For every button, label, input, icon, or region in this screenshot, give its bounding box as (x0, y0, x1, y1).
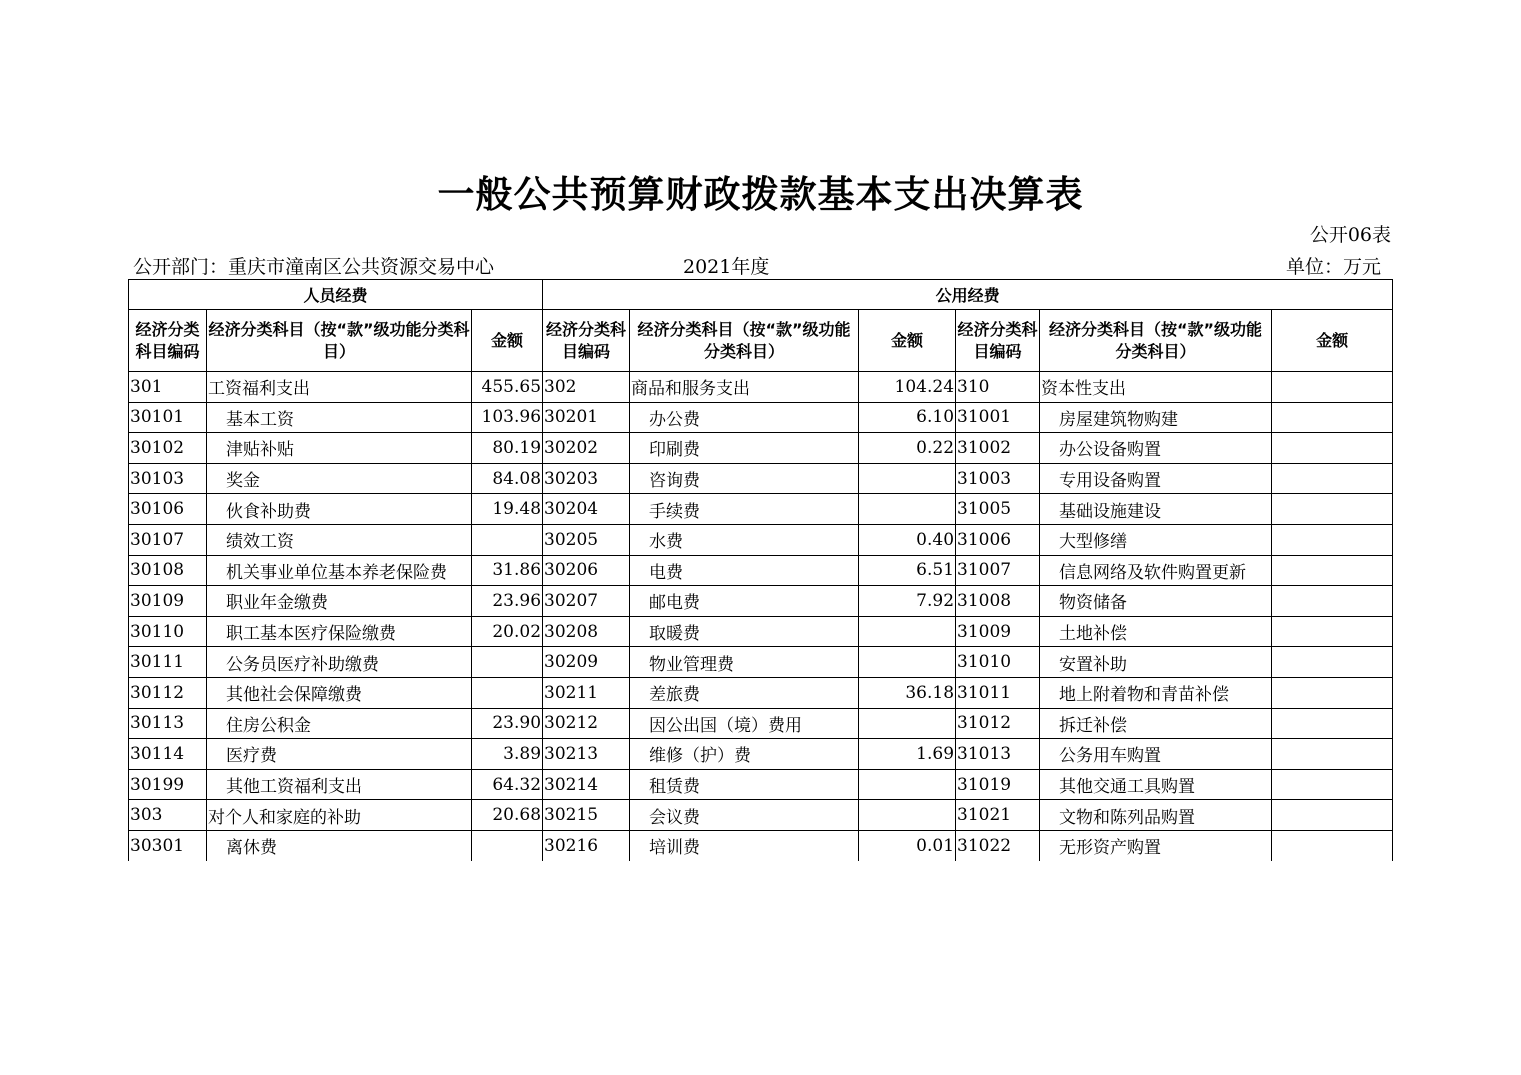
cell-code: 30211 (543, 677, 630, 708)
cell-name-text: 公务员医疗补助缴费 (226, 654, 379, 675)
cell-name (207, 800, 472, 831)
cell-code: 31005 (956, 494, 1040, 525)
table-row (129, 647, 1393, 678)
cell-amount (1272, 555, 1393, 586)
table-row (129, 830, 1393, 860)
cell-code: 30201 (543, 402, 630, 433)
cell-code: 30113 (129, 708, 207, 739)
cell-code: 30103 (129, 463, 207, 494)
cell-code: 30199 (129, 769, 207, 800)
cell-code: 303 (129, 800, 207, 831)
cell-amount: 0.01 (859, 830, 956, 860)
cell-code: 301 (129, 372, 207, 403)
cell-code: 30206 (543, 555, 630, 586)
cell-name (207, 616, 472, 647)
cell-name (630, 372, 859, 403)
cell-code: 30209 (543, 647, 630, 678)
cell-amount (1272, 372, 1393, 403)
cell-code: 31009 (956, 616, 1040, 647)
cell-name-text: 水费 (649, 532, 684, 553)
cell-name (207, 524, 472, 555)
cell-name-text: 机关事业单位基本养老保险费 (226, 562, 447, 583)
cell-amount (1272, 739, 1393, 770)
cell-code: 30108 (129, 555, 207, 586)
cell-name (1040, 433, 1272, 464)
cell-code: 30102 (129, 433, 207, 464)
cell-name (207, 402, 472, 433)
cell-amount: 104.24 (859, 372, 956, 403)
cell-name (207, 647, 472, 678)
cell-name (207, 463, 472, 494)
cell-amount: 0.22 (859, 433, 956, 464)
cell-amount (1272, 830, 1393, 860)
cell-name (1040, 586, 1272, 617)
cell-name (207, 494, 472, 525)
cell-name-text: 基础设施建设 (1059, 501, 1162, 522)
cell-code: 31006 (956, 524, 1040, 555)
cell-code: 31007 (956, 555, 1040, 586)
cell-name (630, 769, 859, 800)
cell-name (630, 616, 859, 647)
cell-amount (859, 769, 956, 800)
department-label: 公开部门：重庆市潼南区公共资源交易中心 (133, 256, 495, 278)
cell-amount (859, 708, 956, 739)
cell-name (207, 739, 472, 770)
cell-amount: 6.51 (859, 555, 956, 586)
cell-code: 30202 (543, 433, 630, 464)
cell-name (207, 586, 472, 617)
cell-amount (859, 494, 956, 525)
cell-name-text: 其他社会保障缴费 (226, 685, 362, 706)
table-row (129, 433, 1393, 464)
header-amount: 金额 (472, 310, 543, 372)
cell-code: 31019 (956, 769, 1040, 800)
cell-code: 30213 (543, 739, 630, 770)
cell-name-text: 公务用车购置 (1059, 746, 1162, 767)
cell-amount: 7.92 (859, 586, 956, 617)
header-code: 经济分类科目编码 (956, 310, 1040, 372)
table-number: 公开06表 (1309, 224, 1391, 246)
cell-name (630, 524, 859, 555)
cell-name (630, 402, 859, 433)
cell-code: 30214 (543, 769, 630, 800)
cell-code: 31003 (956, 463, 1040, 494)
cell-name-text: 培训费 (649, 838, 701, 859)
cell-name (630, 830, 859, 860)
cell-code: 30208 (543, 616, 630, 647)
cell-amount: 1.69 (859, 739, 956, 770)
cell-amount (1272, 677, 1393, 708)
cell-name (1040, 677, 1272, 708)
cell-name (1040, 647, 1272, 678)
cell-code: 31001 (956, 402, 1040, 433)
cell-amount: 36.18 (859, 677, 956, 708)
cell-name-text: 房屋建筑物购建 (1059, 409, 1179, 430)
cell-amount: 84.08 (472, 463, 543, 494)
cell-code: 31022 (956, 830, 1040, 860)
cell-amount: 23.96 (472, 586, 543, 617)
table-row (129, 800, 1393, 831)
cell-name (630, 463, 859, 494)
cell-name-text: 津贴补贴 (226, 440, 294, 461)
cell-code: 30111 (129, 647, 207, 678)
cell-name (1040, 708, 1272, 739)
cell-code: 30109 (129, 586, 207, 617)
cell-name (207, 830, 472, 860)
cell-name-text: 商品和服务支出 (631, 379, 751, 400)
cell-amount: 19.48 (472, 494, 543, 525)
cell-name-text: 医疗费 (226, 746, 277, 767)
cell-amount (1272, 463, 1393, 494)
header-name: 经济分类科目（按“款”级功能分类科目） (1040, 310, 1272, 372)
header-amount: 金额 (859, 310, 956, 372)
cell-amount: 20.68 (472, 800, 543, 831)
cell-name (1040, 463, 1272, 494)
cell-name (630, 739, 859, 770)
cell-code: 31021 (956, 800, 1040, 831)
cell-amount (1272, 708, 1393, 739)
cell-name (207, 708, 472, 739)
cell-name-text: 会议费 (649, 807, 701, 828)
table-row (129, 463, 1393, 494)
cell-name-text: 工资福利支出 (208, 379, 310, 400)
cell-name-text: 其他交通工具购置 (1059, 777, 1196, 798)
cell-name-text: 资本性支出 (1041, 379, 1127, 400)
cell-name-text: 维修（护）费 (649, 746, 752, 767)
table-row (129, 708, 1393, 739)
cell-name-text: 办公设备购置 (1059, 440, 1162, 461)
cell-name-text: 土地补偿 (1059, 624, 1128, 645)
cell-amount (472, 677, 543, 708)
cell-code: 30112 (129, 677, 207, 708)
cell-name-text: 伙食补助费 (226, 501, 311, 522)
cell-amount: 31.86 (472, 555, 543, 586)
cell-name (630, 647, 859, 678)
cell-name-text: 地上附着物和青苗补偿 (1059, 685, 1230, 706)
cell-code: 30205 (543, 524, 630, 555)
cell-amount: 20.02 (472, 616, 543, 647)
table-row (129, 677, 1393, 708)
header-name: 经济分类科目（按“款”级功能分类科目） (207, 310, 472, 372)
cell-name-text: 取暖费 (649, 624, 701, 645)
cell-name (630, 800, 859, 831)
table-row (129, 402, 1393, 433)
cell-amount (1272, 433, 1393, 464)
cell-amount (472, 830, 543, 860)
cell-name (1040, 616, 1272, 647)
cell-name (1040, 524, 1272, 555)
cell-name (630, 494, 859, 525)
cell-name-text: 手续费 (649, 501, 701, 522)
group-public: 公用经费 (543, 280, 1393, 310)
cell-name-text: 绩效工资 (226, 532, 294, 553)
cell-name-text: 住房公积金 (226, 715, 311, 736)
cell-amount (472, 524, 543, 555)
cell-name-text: 职工基本医疗保险缴费 (226, 624, 396, 645)
cell-name (630, 555, 859, 586)
cell-name-text: 基本工资 (226, 409, 294, 430)
cell-name (1040, 372, 1272, 403)
cell-name-text: 无形资产购置 (1059, 838, 1162, 859)
cell-name (1040, 769, 1272, 800)
cell-name-text: 文物和陈列品购置 (1059, 807, 1196, 828)
cell-amount (1272, 586, 1393, 617)
year-label: 2021年度 (683, 256, 770, 278)
cell-name (630, 708, 859, 739)
cell-name (1040, 830, 1272, 860)
table-row (129, 616, 1393, 647)
cell-name (1040, 402, 1272, 433)
cell-amount: 80.19 (472, 433, 543, 464)
cell-amount: 23.90 (472, 708, 543, 739)
cell-name-text: 印刷费 (649, 440, 701, 461)
cell-name-text: 物业管理费 (649, 654, 735, 675)
cell-name (207, 433, 472, 464)
cell-name-text: 安置补助 (1059, 654, 1128, 675)
cell-code: 30207 (543, 586, 630, 617)
cell-name-text: 因公出国（境）费用 (649, 715, 803, 736)
cell-code: 30203 (543, 463, 630, 494)
cell-amount: 0.40 (859, 524, 956, 555)
cell-name (207, 677, 472, 708)
header-code: 经济分类科目编码 (543, 310, 630, 372)
table-row (129, 372, 1393, 403)
cell-code: 30101 (129, 402, 207, 433)
cell-amount (1272, 800, 1393, 831)
group-personnel: 人员经费 (129, 280, 543, 310)
cell-amount (1272, 402, 1393, 433)
header-code: 经济分类科目编码 (129, 310, 207, 372)
cell-name-text: 大型修缮 (1059, 532, 1128, 553)
cell-code: 302 (543, 372, 630, 403)
cell-amount: 103.96 (472, 402, 543, 433)
cell-amount (1272, 769, 1393, 800)
cell-name-text: 办公费 (649, 409, 701, 430)
cell-name-text: 租赁费 (649, 777, 701, 798)
table-row (129, 586, 1393, 617)
cell-amount (859, 616, 956, 647)
cell-name-text: 邮电费 (649, 593, 701, 614)
cell-name-text: 专用设备购置 (1059, 471, 1162, 492)
cell-amount (1272, 524, 1393, 555)
cell-code: 30215 (543, 800, 630, 831)
cell-name (1040, 800, 1272, 831)
cell-name (1040, 555, 1272, 586)
cell-code: 30216 (543, 830, 630, 860)
cell-name-text: 咨询费 (649, 471, 701, 492)
cell-amount (859, 463, 956, 494)
cell-code: 31002 (956, 433, 1040, 464)
cell-name (630, 677, 859, 708)
cell-code: 30212 (543, 708, 630, 739)
cell-name (207, 769, 472, 800)
cell-code: 31013 (956, 739, 1040, 770)
cell-name-text: 拆迁补偿 (1059, 715, 1128, 736)
cell-name-text: 其他工资福利支出 (226, 777, 362, 798)
cell-name-text: 职业年金缴费 (226, 593, 328, 614)
cell-name (207, 555, 472, 586)
header-name: 经济分类科目（按“款”级功能分类科目） (630, 310, 859, 372)
cell-code: 30107 (129, 524, 207, 555)
cell-code: 30204 (543, 494, 630, 525)
cell-amount (859, 800, 956, 831)
cell-code: 30110 (129, 616, 207, 647)
cell-name (630, 586, 859, 617)
cell-name-text: 对个人和家庭的补助 (208, 807, 361, 828)
cell-amount: 3.89 (472, 739, 543, 770)
cell-amount (1272, 647, 1393, 678)
cell-code: 31010 (956, 647, 1040, 678)
table-row (129, 524, 1393, 555)
cell-amount (472, 647, 543, 678)
cell-amount: 64.32 (472, 769, 543, 800)
cell-code: 30106 (129, 494, 207, 525)
cell-name-text: 奖金 (226, 471, 260, 492)
expenditure-table (128, 279, 1393, 861)
cell-name (207, 372, 472, 403)
cell-code: 310 (956, 372, 1040, 403)
cell-name-text: 信息网络及软件购置更新 (1059, 562, 1247, 583)
cell-name (1040, 494, 1272, 525)
cell-amount (1272, 616, 1393, 647)
table-row (129, 555, 1393, 586)
header-amount: 金额 (1272, 310, 1393, 372)
cell-name-text: 离休费 (226, 838, 277, 859)
cell-name (630, 433, 859, 464)
cell-amount: 455.65 (472, 372, 543, 403)
cell-name-text: 物资储备 (1059, 593, 1128, 614)
cell-code: 30301 (129, 830, 207, 860)
cell-name-text: 差旅费 (649, 685, 701, 706)
cell-code: 31011 (956, 677, 1040, 708)
cell-amount: 6.10 (859, 402, 956, 433)
table-row (129, 494, 1393, 525)
unit-label: 单位：万元 (1285, 256, 1381, 278)
cell-amount (1272, 494, 1393, 525)
cell-code: 30114 (129, 739, 207, 770)
table-row (129, 739, 1393, 770)
cell-code: 31008 (956, 586, 1040, 617)
cell-name (1040, 739, 1272, 770)
cell-code: 31012 (956, 708, 1040, 739)
table-row (129, 769, 1393, 800)
cell-name-text: 电费 (649, 562, 684, 583)
cell-amount (859, 647, 956, 678)
page-title: 一般公共预算财政拨款基本支出决算表 (437, 173, 1084, 216)
